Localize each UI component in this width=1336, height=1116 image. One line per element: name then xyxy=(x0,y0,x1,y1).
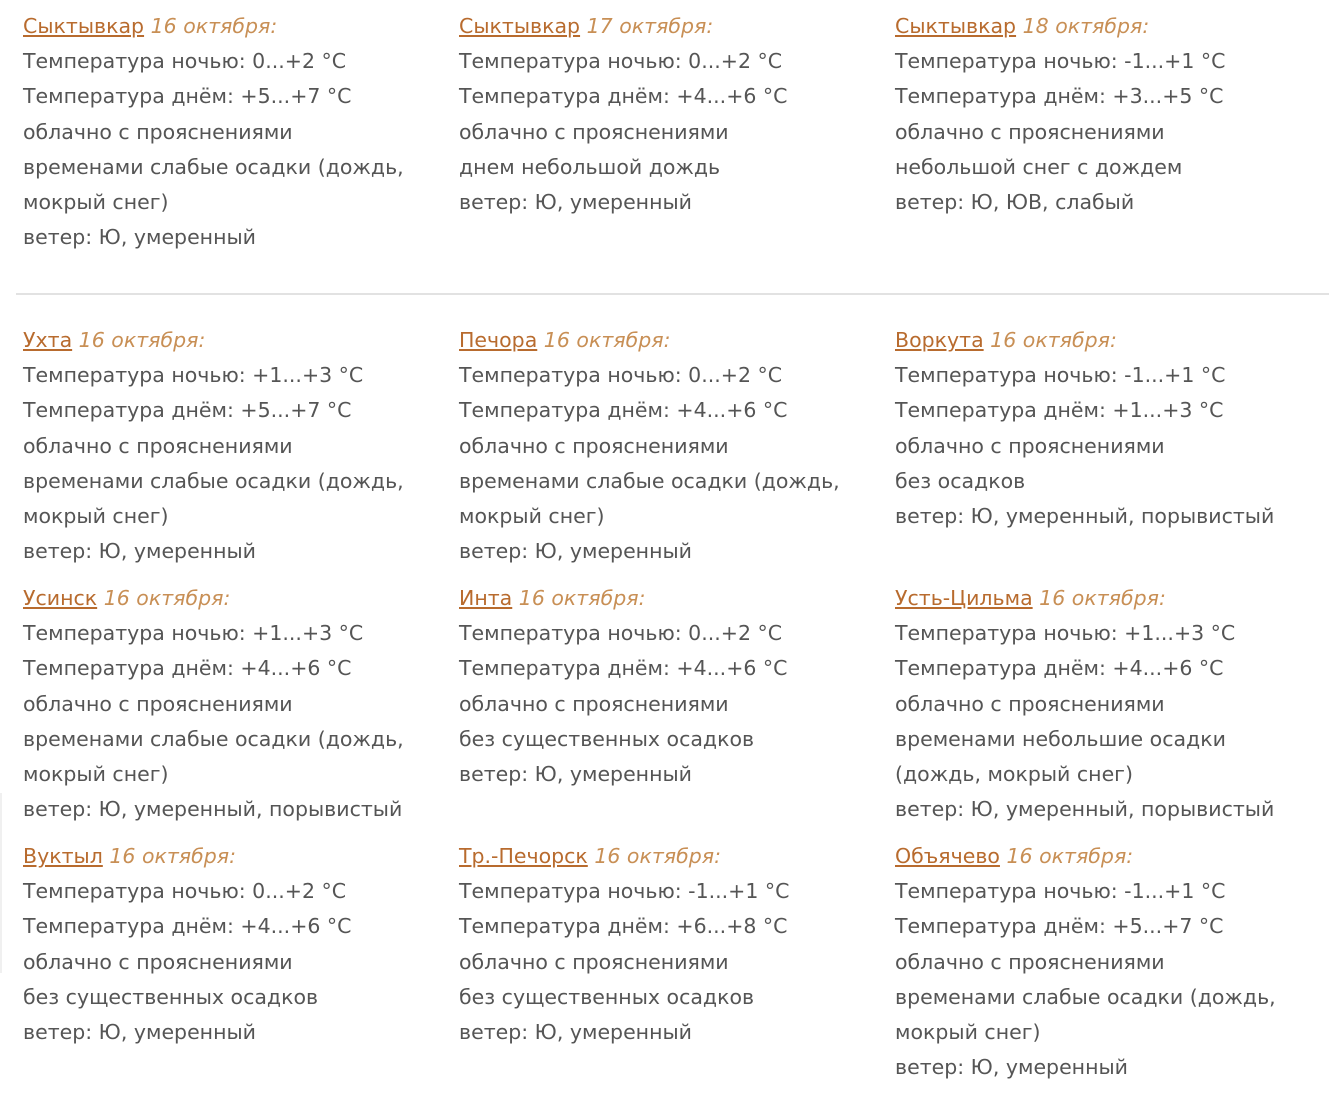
night-temperature: Температура ночью: 0...+2 °C xyxy=(459,363,783,388)
wind: ветер: Ю, умеренный xyxy=(459,762,692,787)
forecast-date: 16 октября: xyxy=(78,328,206,352)
wind: ветер: Ю, умеренный, порывистый xyxy=(895,504,1275,529)
forecast-heading xyxy=(895,581,1331,616)
day-temperature: Температура днём: +4...+6 °C xyxy=(459,84,788,109)
day-temperature: Температура днём: +5...+7 °C xyxy=(895,914,1224,939)
sky-condition: облачно с прояснениями xyxy=(895,119,1165,144)
day-temperature: Температура днём: +4...+6 °C xyxy=(459,398,788,423)
forecast-grid-top xyxy=(23,9,1331,267)
forecast-date: 16 октября: xyxy=(518,586,646,610)
day-temperature: Температура днём: +3...+5 °C xyxy=(895,84,1224,109)
day-temperature: Температура днём: +4...+6 °C xyxy=(23,914,352,939)
forecast-grid-cities xyxy=(23,323,1331,1097)
sky-condition: облачно с прояснениями xyxy=(459,949,729,974)
city-link[interactable]: Объячево xyxy=(895,844,1000,868)
precipitation: без существенных осадков xyxy=(23,984,319,1009)
sky-condition: облачно с прояснениями xyxy=(23,949,293,974)
forecast-heading xyxy=(23,323,459,358)
city-link[interactable]: Усинск xyxy=(23,586,98,610)
city-link[interactable]: Сыктывкар xyxy=(23,14,145,38)
city-link[interactable]: Сыктывкар xyxy=(895,14,1017,38)
night-temperature: Температура ночью: +1...+3 °C xyxy=(23,363,364,388)
forecast-date: 16 октября: xyxy=(543,328,671,352)
forecast-heading xyxy=(459,839,895,874)
forecast-date: 16 октября: xyxy=(594,844,722,868)
city-link[interactable]: Тр.-Печорск xyxy=(459,844,588,868)
left-edge-line xyxy=(0,793,2,973)
city-link[interactable]: Ухта xyxy=(23,328,73,352)
wind: ветер: Ю, умеренный xyxy=(459,190,692,215)
forecast-date: 17 октября: xyxy=(586,14,714,38)
precipitation: временами слабые осадки (дождь, мокрый снег) xyxy=(23,726,404,787)
precipitation: временами слабые осадки (дождь, мокрый снег) xyxy=(23,468,404,529)
forecast-card xyxy=(23,839,459,1097)
city-link[interactable]: Воркута xyxy=(895,328,984,352)
wind: ветер: Ю, ЮВ, слабый xyxy=(895,190,1135,215)
city-link[interactable]: Инта xyxy=(459,586,513,610)
sky-condition: облачно с прояснениями xyxy=(459,119,729,144)
day-temperature: Температура днём: +6...+8 °C xyxy=(459,914,788,939)
forecast-heading xyxy=(459,323,895,358)
wind: ветер: Ю, умеренный, порывистый xyxy=(895,797,1275,822)
precipitation: без осадков xyxy=(895,468,1026,493)
forecast-card xyxy=(459,9,895,267)
night-temperature: Температура ночью: -1...+1 °C xyxy=(895,363,1226,388)
day-temperature: Температура днём: +4...+6 °C xyxy=(459,656,788,681)
night-temperature: Температура ночью: 0...+2 °C xyxy=(459,621,783,646)
wind: ветер: Ю, умеренный xyxy=(23,1020,256,1045)
forecast-date: 16 октября: xyxy=(150,14,278,38)
night-temperature: Температура ночью: 0...+2 °C xyxy=(23,49,347,74)
forecast-card xyxy=(895,323,1331,581)
sky-condition: облачно с прояснениями xyxy=(459,433,729,458)
forecast-heading xyxy=(23,581,459,616)
night-temperature: Температура ночью: -1...+1 °C xyxy=(895,879,1226,904)
night-temperature: Температура ночью: -1...+1 °C xyxy=(895,49,1226,74)
precipitation: без существенных осадков xyxy=(459,726,755,751)
precipitation: временами небольшие осадки (дождь, мокрый снег) xyxy=(895,726,1226,787)
precipitation: днем небольшой дождь xyxy=(459,154,721,179)
wind: ветер: Ю, умеренный, порывистый xyxy=(23,797,403,822)
day-temperature: Температура днём: +4...+6 °C xyxy=(23,656,352,681)
sky-condition: облачно с прояснениями xyxy=(23,119,293,144)
precipitation: временами слабые осадки (дождь, мокрый снег) xyxy=(23,154,404,215)
forecast-heading xyxy=(895,9,1331,44)
forecast-date: 18 октября: xyxy=(1022,14,1150,38)
city-link[interactable]: Усть-Цильма xyxy=(895,586,1033,610)
forecast-card xyxy=(459,581,895,839)
city-link[interactable]: Печора xyxy=(459,328,538,352)
precipitation: временами слабые осадки (дождь, мокрый снег) xyxy=(459,468,840,529)
wind: ветер: Ю, умеренный xyxy=(23,539,256,564)
sky-condition: облачно с прояснениями xyxy=(23,433,293,458)
forecast-card xyxy=(23,581,459,839)
sky-condition: облачно с прояснениями xyxy=(895,691,1165,716)
precipitation: временами слабые осадки (дождь, мокрый снег) xyxy=(895,984,1276,1045)
city-link[interactable]: Вуктыл xyxy=(23,844,103,868)
day-temperature: Температура днём: +5...+7 °C xyxy=(23,398,352,423)
forecast-heading xyxy=(23,9,459,44)
wind: ветер: Ю, умеренный xyxy=(23,225,256,250)
forecast-card xyxy=(459,839,895,1097)
sky-condition: облачно с прояснениями xyxy=(895,433,1165,458)
forecast-date: 16 октября: xyxy=(109,844,237,868)
forecast-date: 16 октября: xyxy=(1006,844,1134,868)
night-temperature: Температура ночью: 0...+2 °C xyxy=(23,879,347,904)
forecast-heading xyxy=(23,839,459,874)
sky-condition: облачно с прояснениями xyxy=(895,949,1165,974)
night-temperature: Температура ночью: -1...+1 °C xyxy=(459,879,790,904)
night-temperature: Температура ночью: 0...+2 °C xyxy=(459,49,783,74)
forecast-card xyxy=(895,581,1331,839)
day-temperature: Температура днём: +5...+7 °C xyxy=(23,84,352,109)
wind: ветер: Ю, умеренный xyxy=(895,1055,1128,1080)
forecast-heading xyxy=(895,839,1331,874)
forecast-date: 16 октября: xyxy=(990,328,1117,352)
day-temperature: Температура днём: +4...+6 °C xyxy=(895,656,1224,681)
forecast-heading xyxy=(459,581,895,616)
forecast-card xyxy=(23,323,459,581)
forecast-card xyxy=(459,323,895,581)
forecast-heading xyxy=(459,9,895,44)
precipitation: без существенных осадков xyxy=(459,984,755,1009)
section-divider xyxy=(16,293,1329,295)
city-link[interactable]: Сыктывкар xyxy=(459,14,581,38)
night-temperature: Температура ночью: +1...+3 °C xyxy=(23,621,364,646)
day-temperature: Температура днём: +1...+3 °C xyxy=(895,398,1224,423)
wind: ветер: Ю, умеренный xyxy=(459,539,692,564)
wind: ветер: Ю, умеренный xyxy=(459,1020,692,1045)
forecast-date: 16 октября: xyxy=(103,586,231,610)
precipitation: небольшой снег с дождем xyxy=(895,154,1183,179)
night-temperature: Температура ночью: +1...+3 °C xyxy=(895,621,1236,646)
forecast-card xyxy=(895,839,1331,1097)
sky-condition: облачно с прояснениями xyxy=(459,691,729,716)
forecast-card xyxy=(23,9,459,267)
forecast-card xyxy=(895,9,1331,267)
sky-condition: облачно с прояснениями xyxy=(23,691,293,716)
forecast-date: 16 октября: xyxy=(1039,586,1166,610)
forecast-heading xyxy=(895,323,1331,358)
